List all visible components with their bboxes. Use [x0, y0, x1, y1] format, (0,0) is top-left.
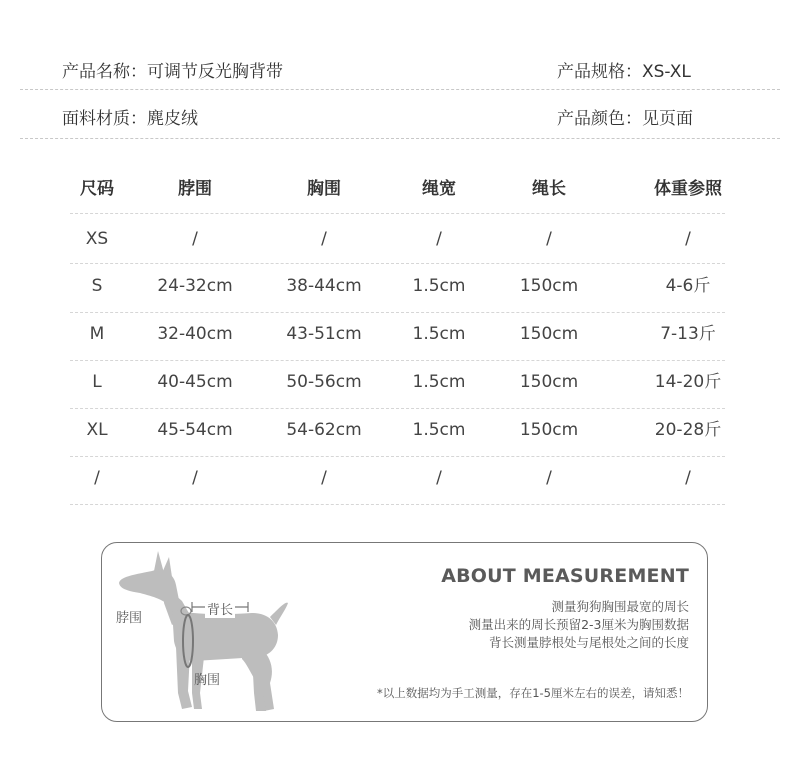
- table-row: [0, 262, 790, 310]
- cell-rope-width: 1.5cm: [412, 276, 466, 296]
- header-chest: 胸围: [307, 179, 341, 199]
- measurement-card: [101, 542, 708, 722]
- header-weight: 体重参照: [654, 179, 722, 199]
- cell-neck: 40-45cm: [157, 372, 233, 392]
- cell-rope-width: /: [436, 229, 442, 249]
- cell-neck: 24-32cm: [157, 276, 233, 296]
- product-name: 产品名称：可调节反光胸背带: [62, 62, 283, 82]
- measurement-line: 测量出来的周长预留2-3厘米为胸围数据: [468, 617, 689, 632]
- cell-chest: 54-62cm: [286, 420, 362, 440]
- cell-chest: /: [321, 229, 327, 249]
- info-row-1: [20, 45, 780, 91]
- cell-size: M: [89, 324, 105, 344]
- measurement-line: 测量狗狗胸围最宽的周长: [551, 599, 689, 614]
- cell-size: XS: [85, 229, 109, 249]
- table-row: [0, 215, 790, 263]
- cell-chest: 50-56cm: [286, 372, 362, 392]
- cell-weight: 14-20斤: [654, 372, 722, 392]
- chest-label: 胸围: [194, 673, 221, 688]
- table-row: [0, 454, 790, 502]
- table-header-row: [0, 165, 790, 213]
- cell-weight: /: [685, 468, 691, 488]
- table-row: [0, 310, 790, 358]
- cell-weight: /: [685, 229, 691, 249]
- cell-neck: /: [192, 229, 198, 249]
- info-row-2: [20, 92, 780, 138]
- cell-chest: 43-51cm: [286, 324, 362, 344]
- measurement-line: 背长测量脖根处与尾根处之间的长度: [488, 635, 689, 650]
- table-divider: [70, 213, 725, 214]
- cell-rope-length: /: [546, 229, 552, 249]
- cell-chest: /: [321, 468, 327, 488]
- cell-rope-width: 1.5cm: [412, 324, 466, 344]
- cell-rope-width: 1.5cm: [412, 420, 466, 440]
- divider: [20, 138, 780, 139]
- cell-rope-length: 150cm: [519, 372, 579, 392]
- cell-size: S: [91, 276, 103, 296]
- dog-silhouette-icon: [102, 543, 302, 721]
- cell-neck: /: [192, 468, 198, 488]
- cell-weight: 20-28斤: [654, 420, 722, 440]
- cell-size: /: [94, 468, 100, 488]
- cell-rope-width: 1.5cm: [412, 372, 466, 392]
- cell-rope-length: /: [546, 468, 552, 488]
- cell-weight: 7-13斤: [660, 324, 716, 344]
- table-divider: [70, 504, 725, 505]
- header-rope-width: 绳宽: [422, 179, 456, 199]
- product-spec: 产品规格：XS-XL: [557, 62, 691, 82]
- product-color: 产品颜色：见页面: [557, 109, 693, 129]
- cell-neck: 45-54cm: [157, 420, 233, 440]
- cell-weight: 4-6斤: [665, 276, 711, 296]
- cell-size: L: [92, 372, 102, 392]
- cell-neck: 32-40cm: [157, 324, 233, 344]
- cell-rope-width: /: [436, 468, 442, 488]
- cell-rope-length: 150cm: [519, 276, 579, 296]
- back-label: 背长: [205, 599, 235, 618]
- cell-size: XL: [86, 420, 108, 440]
- cell-chest: 38-44cm: [286, 276, 362, 296]
- measurement-note: *以上数据均为手工测量，存在1-5厘米左右的误差，请知悉！: [376, 686, 689, 700]
- table-row: [0, 406, 790, 454]
- table-row: [0, 358, 790, 406]
- cell-rope-length: 150cm: [519, 420, 579, 440]
- cell-rope-length: 150cm: [519, 324, 579, 344]
- divider: [20, 89, 780, 90]
- neck-label: 脖围: [116, 611, 143, 626]
- header-rope-length: 绳长: [532, 179, 566, 199]
- header-neck: 脖围: [178, 179, 212, 199]
- measurement-title: ABOUT MEASUREMENT: [441, 565, 689, 587]
- product-material: 面料材质：麂皮绒: [62, 109, 198, 129]
- header-size: 尺码: [80, 179, 114, 199]
